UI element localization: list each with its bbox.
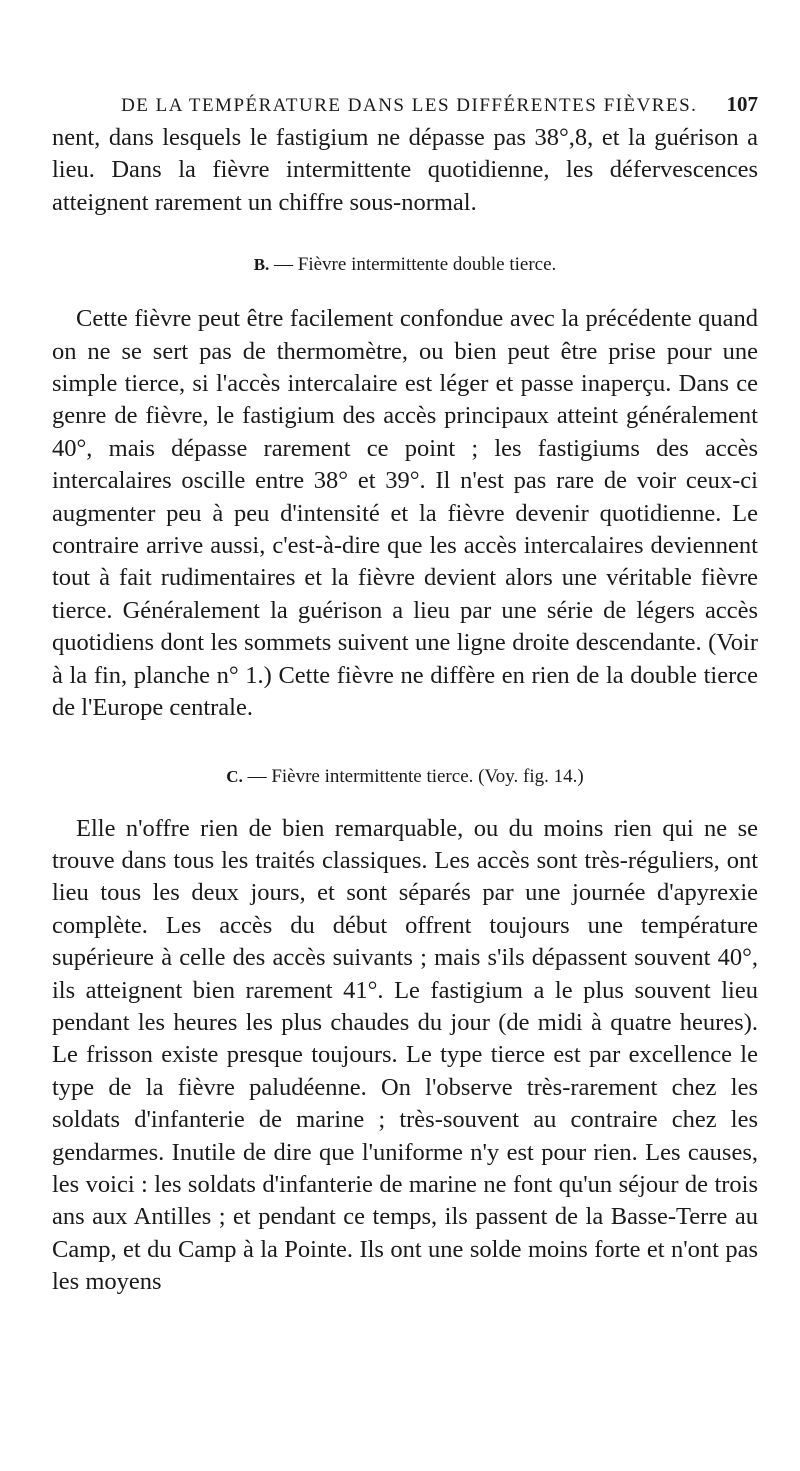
section-b-letter: B. (253, 255, 270, 275)
page-number: 107 (726, 92, 758, 116)
section-c-letter: C. (226, 766, 243, 786)
section-c-paragraph: Elle n'offre rien de bien remarquable, ou du moins rien qui ne se trouve dans tous les traités classiques. Les accès sont très-réguliers, ont lieu tous les deux jours, et sont séparés par une journée d'apyrexie complète. Les accès du début offrent toujours une température supérieure à celle des accès suivants ; mais s'ils dépassent souvent 40°, ils atteignent bien rarement 41°. Le fastigium a le plus souvent lieu pendant les heures les plus chaudes du jour (de midi à quatre heures). Le frisson existe presque toujours. Le type tierce est par excellence le type de la fièvre paludéenne. On l'observe très-rarement chez les soldats d'infanterie de marine ; très-souvent au contraire chez les gendarmes. Inutile de dire que l'uniforme n'y est pour rien. Les causes, les voici : les soldats d'infanterie de marine ne font qu'un séjour de trois ans aux Antilles ; et pendant ce temps, ils passent de la Basse-Terre au Camp, et du Camp à la Pointe. Ils ont une solde moins forte et n'ont pas les moyens (52, 814, 758, 1296)
section-c-title: — Fièvre intermittente tierce. (Voy. fig. 14.) (247, 765, 584, 787)
running-header (52, 92, 758, 122)
book-page (52, 92, 758, 1299)
running-title: DE LA TEMPÉRATURE DANS LES DIFFÉRENTES FIÈVRES. (121, 95, 698, 116)
section-c-heading (52, 765, 758, 789)
section-b-paragraph: Cette fièvre peut être facilement confondue avec la précédente quand on ne se sert pas de thermomètre, ou bien peut être prise pour une simple tierce, si l'accès intercalaire est léger et passe inaperçu. Dans ce genre de fièvre, le fastigium des accès principaux atteint généralement 40°, mais dépasse rarement ce point ; les fastigiums des accès intercalaires oscille entre 38° et 39°. Il n'est pas rare de voir ceux-ci augmenter peu à peu d'intensité et la fièvre devenir quotidienne. Le contraire arrive aussi, c'est-à-dire que les accès intercalaires deviennent tout à fait rudimentaires et la fièvre devient alors une véritable fièvre tierce. Généralement la guérison a lieu par une série de légers accès quotidiens dont les sommets suivent une ligne droite descendante. (Voir à la fin, planche n° 1.) Cette fièvre ne diffère en rien de la double tierce de l'Europe centrale. (52, 305, 758, 722)
intro-paragraph: nent, dans lesquels le fastigium ne dépasse pas 38°,8, et la guérison a lieu. Dans la fièvre intermittente quotidienne, les défervescences atteignent rarement un chiffre sous-normal. (52, 124, 758, 216)
section-b-heading (52, 253, 758, 277)
section-b-title: — Fièvre intermittente double tierce. (274, 254, 557, 276)
